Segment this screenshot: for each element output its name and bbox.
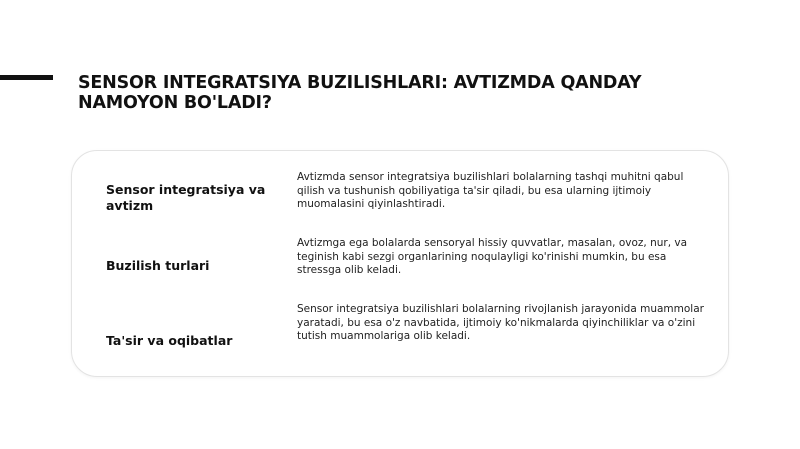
slide-title: SENSOR INTEGRATSIYA BUZILISHLARI: AVTIZMDA QANDAY NAMOYON BO'LADI? bbox=[78, 73, 642, 113]
row-text-sensor-integration: Avtizmda sensor integratsiya buzilishlari bolalarning tashqi muhitni qabul qilish va tushunish qobiliyatiga ta'sir qiladi, bu esa ularning ijtimoiy muomalasini qiyinlashtiradi. bbox=[297, 171, 684, 210]
row-label-impact: Ta'sir va oqibatlar bbox=[106, 333, 233, 348]
title-accent-bar bbox=[0, 75, 53, 80]
row-text-disorder-types: Avtizmga ega bolalarda sensoryal hissiy quvvatlar, masalan, ovoz, nur, va teginish kabi sezgi organlarining noqulayligi ko'rinishi mumkin, bu esa stressga olib keladi. bbox=[297, 237, 688, 276]
row-label-disorder-types: Buzilish turlari bbox=[106, 258, 210, 273]
row-text-impact: Sensor integratsiya buzilishlari bolalarning rivojlanish jarayonida muammolar yaratadi, bu esa o'z navbatida, ijtimoiy ko'nikmalarda qiyinchiliklar va o'zini tutish muammolariga olib keladi. bbox=[297, 303, 704, 342]
row-label-sensor-integration: Sensor integratsiya va avtizm bbox=[106, 182, 266, 213]
